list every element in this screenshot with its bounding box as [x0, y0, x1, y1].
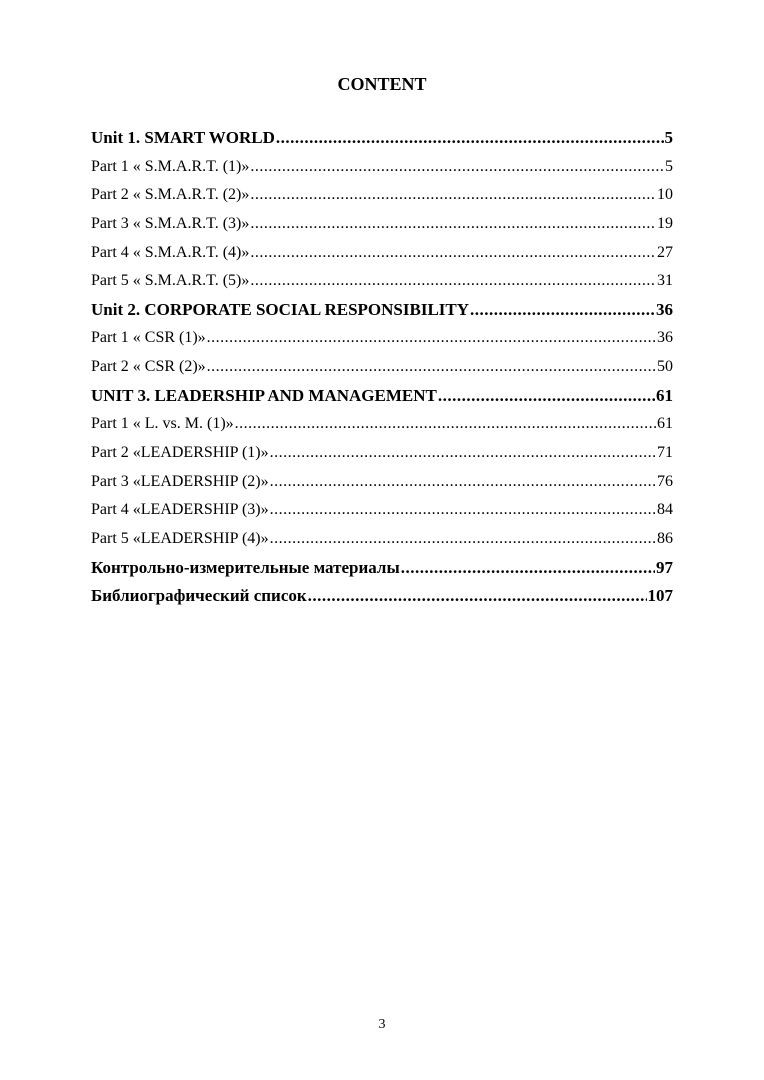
toc-entry[interactable]	[91, 525, 673, 554]
toc-entry[interactable]	[91, 468, 673, 497]
toc-entry-page: 31	[657, 272, 673, 290]
toc-leader-dots	[438, 382, 655, 410]
toc-entry-label: Part 5 « S.M.A.R.T. (5)»	[91, 272, 250, 290]
toc-entry-page: 19	[657, 214, 673, 232]
toc-entry-page: 5	[664, 128, 673, 147]
toc-entry[interactable]	[91, 153, 673, 182]
toc-entry-page: 61	[657, 415, 673, 433]
page-title: CONTENT	[337, 74, 427, 94]
toc-entry-label: Part 3 «LEADERSHIP (2)»	[91, 472, 269, 490]
toc-entry-label: Part 2 « CSR (2)»	[91, 358, 206, 376]
table-of-contents	[91, 124, 673, 611]
toc-entry-page: 36	[656, 299, 673, 319]
toc-leader-dots	[308, 582, 647, 610]
toc-entry-label: Part 4 «LEADERSHIP (3)»	[91, 501, 269, 519]
toc-entry-label: Контрольно-измерительные материалы	[91, 557, 400, 577]
toc-entry-label: Part 1 « L. vs. M. (1)»	[91, 415, 234, 433]
toc-entry-page: 10	[657, 186, 673, 204]
toc-entry[interactable]	[91, 382, 673, 411]
toc-leader-dots	[250, 181, 656, 209]
toc-entry-page: 61	[656, 385, 673, 405]
toc-entry[interactable]	[91, 410, 673, 439]
toc-entry-label: Unit 1. SMART WORLD	[91, 128, 275, 147]
toc-entry-page: 27	[657, 243, 673, 261]
toc-entry-label: Unit 2. CORPORATE SOCIAL RESPONSIBILITY	[91, 299, 470, 319]
toc-leader-dots	[235, 410, 656, 438]
toc-leader-dots	[470, 296, 655, 324]
toc-leader-dots	[207, 324, 656, 352]
toc-entry[interactable]	[91, 296, 673, 325]
toc-entry[interactable]	[91, 439, 673, 468]
toc-entry-page: 50	[657, 358, 673, 376]
toc-entry-page: 107	[647, 586, 673, 606]
toc-entry[interactable]	[91, 582, 673, 611]
toc-entry-page: 76	[657, 472, 673, 490]
toc-leader-dots	[270, 525, 656, 553]
toc-entry-label: UNIT 3. LEADERSHIP AND MANAGEMENT	[91, 385, 437, 405]
toc-entry-label: Библиографический список	[91, 586, 307, 606]
toc-entry-page: 5	[665, 157, 673, 175]
toc-leader-dots	[270, 496, 656, 524]
toc-entry[interactable]	[91, 554, 673, 583]
toc-entry-label: Part 5 «LEADERSHIP (4)»	[91, 529, 269, 547]
toc-entry-label: Part 4 « S.M.A.R.T. (4)»	[91, 243, 250, 261]
toc-entry-page: 97	[656, 557, 673, 577]
toc-entry[interactable]	[91, 181, 673, 210]
toc-entry[interactable]	[91, 239, 673, 268]
toc-entry[interactable]	[91, 210, 673, 239]
toc-entry-label: Part 1 « CSR (1)»	[91, 329, 206, 347]
toc-entry-label: Part 3 « S.M.A.R.T. (3)»	[91, 214, 250, 232]
toc-entry-page: 71	[657, 444, 673, 462]
toc-entry-page: 86	[657, 529, 673, 547]
toc-entry-label: Part 1 « S.M.A.R.T. (1)»	[91, 157, 250, 175]
toc-entry-page: 36	[657, 329, 673, 347]
toc-entry[interactable]	[91, 324, 673, 353]
toc-leader-dots	[250, 153, 664, 181]
toc-entry[interactable]	[91, 267, 673, 296]
toc-entry[interactable]	[91, 353, 673, 382]
page-number: 3	[378, 1017, 386, 1032]
toc-entry-label: Part 2 «LEADERSHIP (1)»	[91, 444, 269, 462]
toc-leader-dots	[276, 124, 664, 152]
toc-leader-dots	[250, 210, 656, 238]
toc-leader-dots	[250, 239, 656, 267]
toc-entry[interactable]	[91, 496, 673, 525]
toc-leader-dots	[401, 554, 655, 582]
toc-entry[interactable]	[91, 124, 673, 153]
toc-leader-dots	[250, 267, 656, 295]
toc-leader-dots	[270, 439, 656, 467]
toc-entry-page: 84	[657, 501, 673, 519]
toc-leader-dots	[207, 353, 656, 381]
toc-leader-dots	[270, 468, 656, 496]
toc-entry-label: Part 2 « S.M.A.R.T. (2)»	[91, 186, 250, 204]
